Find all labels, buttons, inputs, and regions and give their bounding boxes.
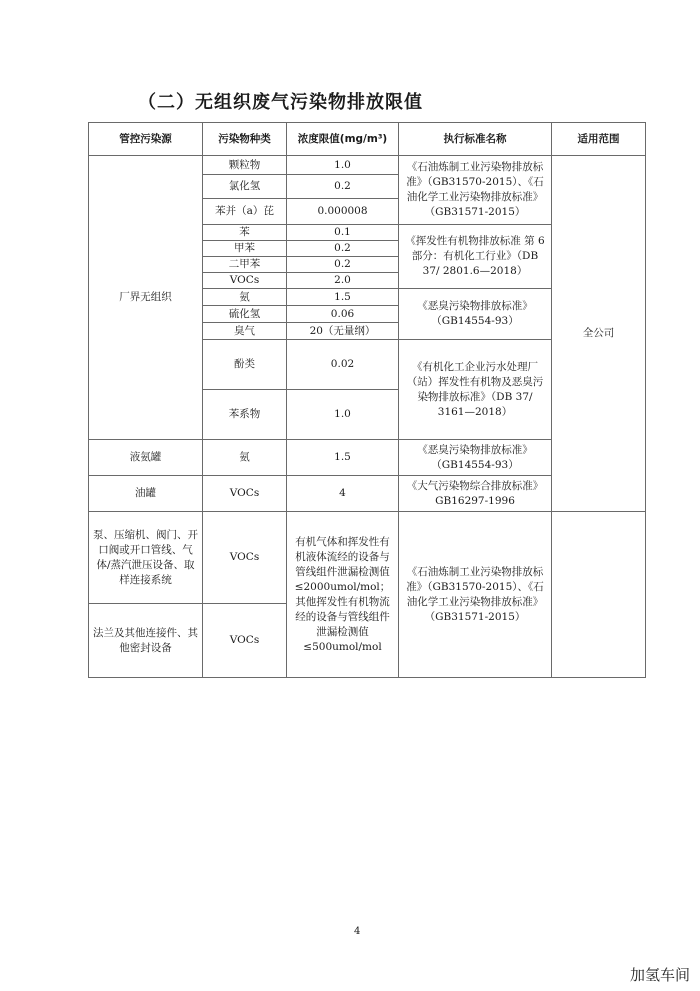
limit-cell: 0.000008 [287, 199, 399, 225]
pollutant-cell: VOCs [203, 604, 287, 678]
source-cell: 法兰及其他连接件、其他密封设备 [89, 604, 203, 678]
pollutant-cell: 甲苯 [203, 241, 287, 257]
emission-limits-table [88, 122, 646, 678]
section-title: （二）无组织废气污染物排放限值 [138, 92, 423, 113]
standard-cell: 《挥发性有机物排放标准 第 6 部分：有机化工行业》（DB 37/ 2801.6—2018） [399, 225, 552, 289]
limit-cell: 0.2 [287, 257, 399, 273]
pollutant-cell: 颗粒物 [203, 156, 287, 175]
pollutant-cell: VOCs [203, 512, 287, 604]
pollutant-cell: VOCs [203, 476, 287, 512]
limit-cell: 有机气体和挥发性有机液体流经的设备与管线组件泄漏检测值≤2000umol/mol；其他挥发性有机物流经的设备与管线组件泄漏检测值≤500umol/mol [287, 512, 399, 678]
pollutant-cell: 苯并（a）芘 [203, 199, 287, 225]
source-cell: 油罐 [89, 476, 203, 512]
pollutant-cell: 氯化氢 [203, 175, 287, 199]
scope-cell: 全公司 [552, 156, 646, 512]
limit-cell: 0.02 [287, 340, 399, 390]
limit-cell: 1.0 [287, 390, 399, 440]
pollutant-cell: VOCs [203, 273, 287, 289]
table-row [89, 512, 646, 604]
pollutant-cell: 氨 [203, 289, 287, 306]
pollutant-cell: 硫化氢 [203, 306, 287, 323]
standard-cell: 《有机化工企业污水处理厂（站）挥发性有机物及恶臭污染物排放标准》（DB 37/ 3161—2018） [399, 340, 552, 440]
watermark-text: 加氢车间 [629, 966, 690, 984]
limit-cell: 0.06 [287, 306, 399, 323]
table-row [89, 156, 646, 175]
standard-cell: 《恶臭污染物排放标准》（GB14554-93） [399, 289, 552, 340]
limit-cell: 20（无量纲） [287, 323, 399, 340]
header-standard: 执行标准名称 [399, 123, 552, 156]
header-limit: 浓度限值(mg/m³) [287, 123, 399, 156]
pollutant-cell: 臭气 [203, 323, 287, 340]
pollutant-cell: 酚类 [203, 340, 287, 390]
plant-source-cell: 厂界无组织 [89, 156, 203, 440]
header-pollutant: 污染物种类 [203, 123, 287, 156]
limit-cell: 0.2 [287, 175, 399, 199]
pollutant-cell: 苯系物 [203, 390, 287, 440]
standard-cell: 《大气污染物综合排放标准》GB16297-1996 [399, 476, 552, 512]
limit-cell: 0.2 [287, 241, 399, 257]
limit-cell: 0.1 [287, 225, 399, 241]
standard-cell: 《石油炼制工业污染物排放标准》（GB31570-2015）、《石油化学工业污染物排放标准》（GB31571-2015） [399, 156, 552, 225]
standard-cell: 《恶臭污染物排放标准》（GB14554-93） [399, 440, 552, 476]
limit-cell: 1.5 [287, 289, 399, 306]
table-header-row [89, 123, 646, 156]
pollutant-cell: 二甲苯 [203, 257, 287, 273]
header-scope: 适用范围 [552, 123, 646, 156]
limit-cell: 1.0 [287, 156, 399, 175]
limit-cell: 4 [287, 476, 399, 512]
limit-cell: 1.5 [287, 440, 399, 476]
source-cell: 泵、压缩机、阀门、开口阀或开口管线、气体/蒸汽泄压设备、取样连接系统 [89, 512, 203, 604]
header-source: 管控污染源 [89, 123, 203, 156]
pollutant-cell: 苯 [203, 225, 287, 241]
limit-cell: 2.0 [287, 273, 399, 289]
page-number: 4 [354, 926, 361, 937]
source-cell: 液氨罐 [89, 440, 203, 476]
pollutant-cell: 氨 [203, 440, 287, 476]
standard-cell: 《石油炼制工业污染物排放标准》（GB31570-2015）、《石油化学工业污染物排放标准》（GB31571-2015） [399, 512, 552, 678]
scope-cell-empty [552, 512, 646, 678]
